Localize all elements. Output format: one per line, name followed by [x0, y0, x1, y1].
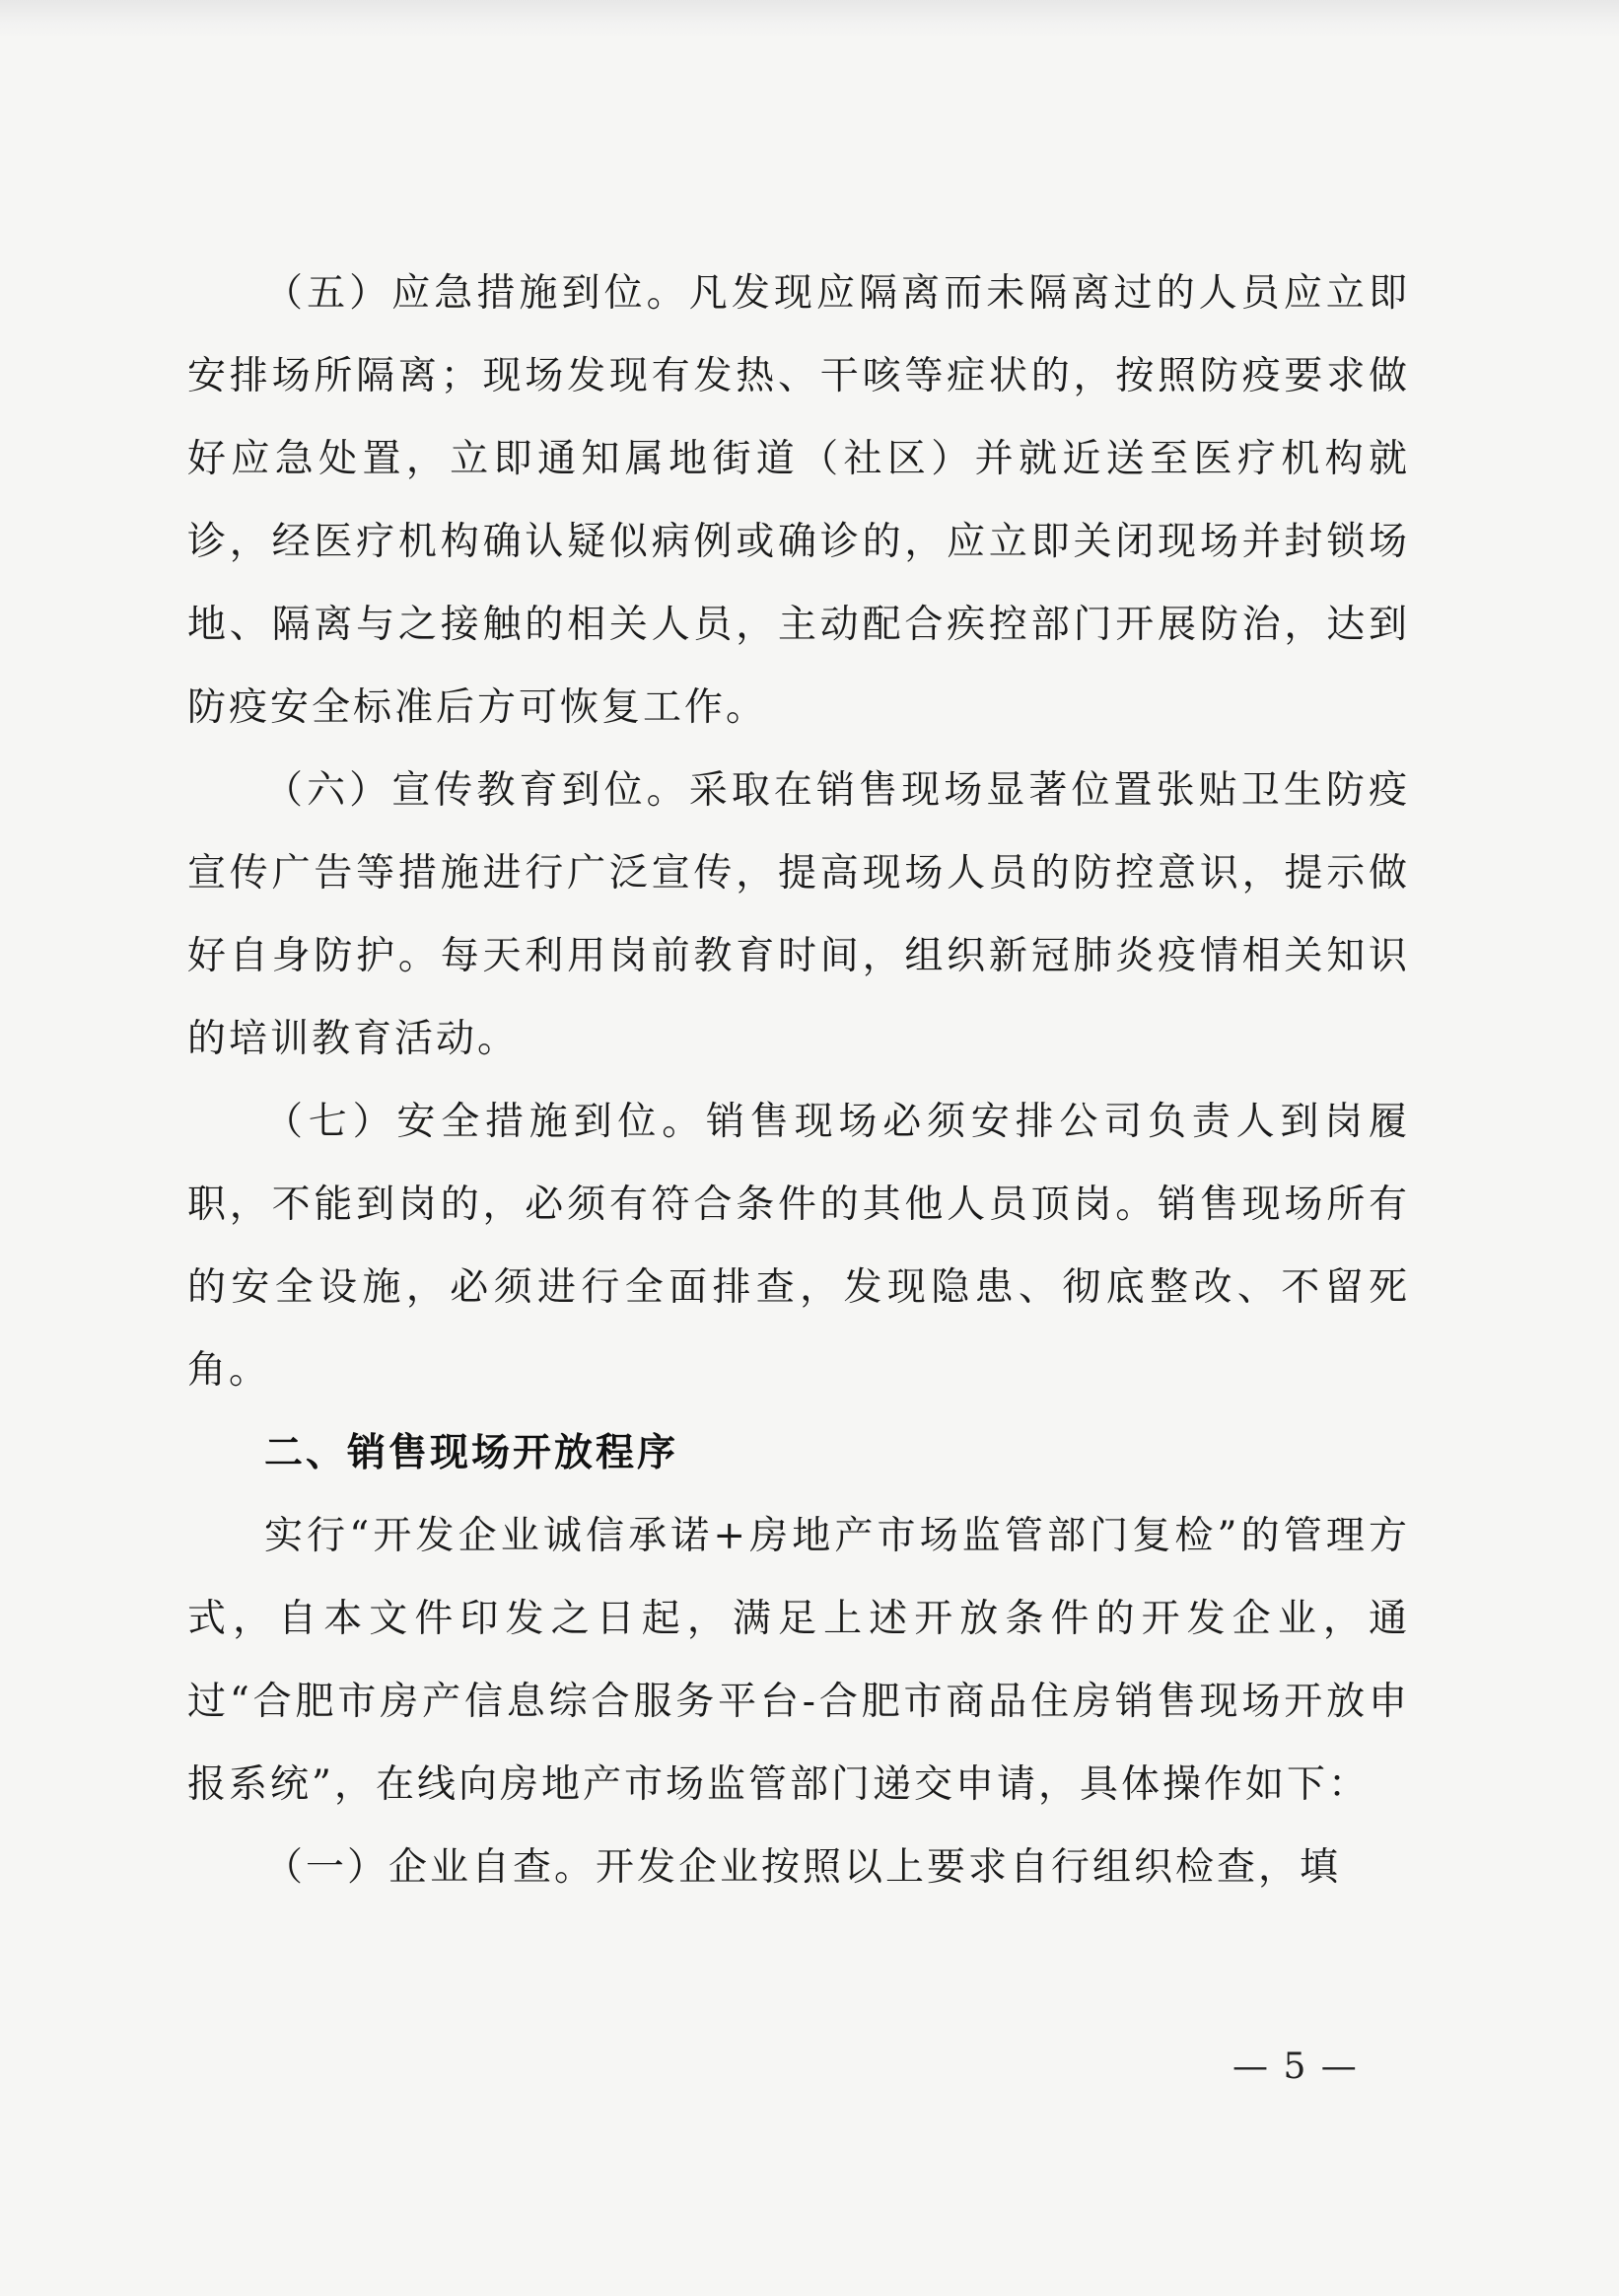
- page-number: — 5 —: [1232, 2046, 1359, 2087]
- scan-edge-shadow: [0, 0, 1619, 39]
- paragraph-self-inspection: （一）企业自查。开发企业按照以上要求自行组织检查，填: [264, 1845, 1342, 1890]
- paragraph-publicity-education: （六）宣传教育到位。采取在销售现场显著位置张贴卫生防疫宣传广告等措施进行广泛宣传，提高现场人员的防控意识，提示做好自身防护。每天利用岗前教育时间，组织新冠肺炎疫情相关知识的培训教育活动。: [187, 768, 1410, 1061]
- document-body: [187, 252, 1410, 1909]
- paragraph-safety-measures: （七）安全措施到位。销售现场必须安排公司负责人到岗履职，不能到岗的，必须有符合条件的其他人员顶岗。销售现场所有的安全设施，必须进行全面排查，发现隐患、彻底整改、不留死角。: [187, 1100, 1410, 1393]
- section-heading-opening-procedure: 二、销售现场开放程序: [264, 1431, 679, 1475]
- paragraph-management-method: 实行“开发企业诚信承诺+房地产市场监管部门复检”的管理方式，自本文件印发之日起，满足上述开放条件的开发企业，通过“合肥市房产信息综合服务平台-合肥市商品住房销售现场开放申报系统”，在线向房地产市场监管部门递交申请，具体操作如下：: [187, 1514, 1410, 1807]
- paragraph-emergency-measures: （五）应急措施到位。凡发现应隔离而未隔离过的人员应立即安排场所隔离；现场发现有发热、干咳等症状的，按照防疫要求做好应急处置，立即通知属地街道（社区）并就近送至医疗机构就诊，经医疗机构确认疑似病例或确诊的，应立即关闭现场并封锁场地、隔离与之接触的相关人员，主动配合疾控部门开展防治，达到防疫安全标准后方可恢复工作。: [187, 271, 1410, 730]
